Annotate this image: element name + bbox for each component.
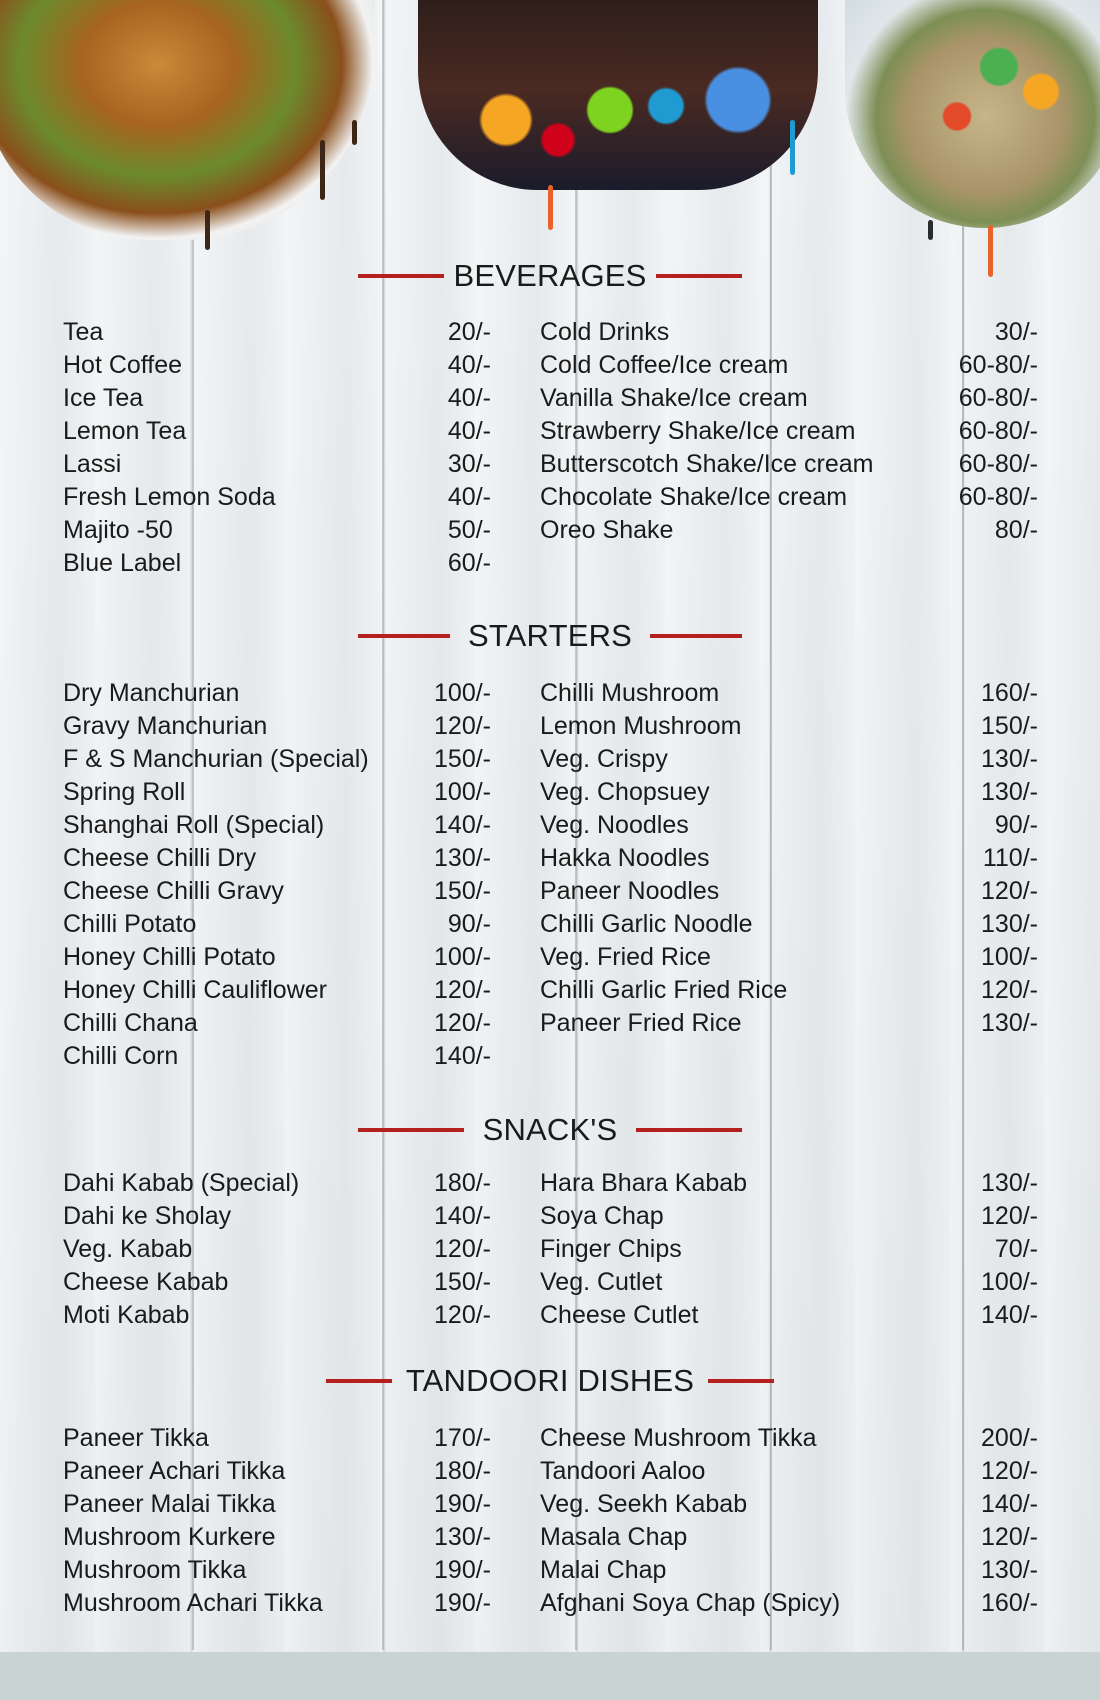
item-name: Mushroom Kurkere — [63, 1523, 276, 1551]
item-name: Cold Drinks — [540, 318, 670, 346]
item-name: Masala Chap — [540, 1523, 688, 1551]
item-price: 140/- — [434, 811, 491, 839]
menu-item — [63, 349, 491, 382]
item-name: Strawberry Shake/Ice cream — [540, 417, 856, 445]
chocolate-drip — [352, 120, 357, 145]
item-name: Mushroom Achari Tikka — [63, 1589, 323, 1617]
item-price: 60-80/- — [958, 384, 1038, 412]
menu-item — [540, 1233, 1038, 1266]
starters-right-list — [540, 677, 1038, 1040]
menu-item — [63, 1200, 491, 1233]
menu-item — [540, 1422, 1038, 1455]
menu-item — [540, 514, 1038, 547]
item-name: Blue Label — [63, 549, 182, 577]
menu-item — [540, 710, 1038, 743]
section-title: BEVERAGES — [453, 258, 647, 293]
menu-item — [540, 415, 1038, 448]
menu-item — [63, 1040, 491, 1073]
menu-item — [540, 974, 1038, 1007]
item-name: Dahi Kabab (Special) — [63, 1169, 300, 1197]
menu-item — [63, 1167, 491, 1200]
item-price: 140/- — [981, 1490, 1038, 1518]
item-price: 100/- — [434, 943, 491, 971]
item-price: 120/- — [981, 877, 1038, 905]
menu-item — [63, 1554, 491, 1587]
item-name: Spring Roll — [63, 778, 186, 806]
item-price: 120/- — [981, 1202, 1038, 1230]
beverages-left-list — [63, 316, 491, 580]
section-title: TANDOORI DISHES — [405, 1363, 695, 1398]
menu-item — [63, 743, 491, 776]
menu-item — [540, 382, 1038, 415]
item-price: 120/- — [434, 712, 491, 740]
item-price: 180/- — [434, 1169, 491, 1197]
item-name: Cheese Chilli Gravy — [63, 877, 284, 905]
item-price: 150/- — [434, 877, 491, 905]
menu-item — [63, 316, 491, 349]
menu-item — [540, 1266, 1038, 1299]
item-price: 30/- — [447, 450, 491, 478]
section-header-beverages — [0, 256, 1100, 296]
item-price: 40/- — [447, 384, 491, 412]
item-name: Hakka Noodles — [540, 844, 710, 872]
menu-item — [63, 547, 491, 580]
header-rule-right — [636, 1128, 742, 1132]
item-price: 90/- — [447, 910, 491, 938]
menu-item — [540, 776, 1038, 809]
header-rule-right — [656, 274, 742, 278]
menu-item — [540, 316, 1038, 349]
chocolate-drip — [928, 220, 933, 240]
menu-item — [540, 1587, 1038, 1620]
item-price: 130/- — [434, 1523, 491, 1551]
menu-item — [63, 809, 491, 842]
item-price: 40/- — [447, 351, 491, 379]
menu-item — [63, 710, 491, 743]
menu-item — [63, 941, 491, 974]
beverages-right-list — [540, 316, 1038, 547]
menu-item — [63, 1521, 491, 1554]
item-name: Afghani Soya Chap (Spicy) — [540, 1589, 841, 1617]
item-name: Fresh Lemon Soda — [63, 483, 276, 511]
item-name: Chilli Chana — [63, 1009, 198, 1037]
item-name: Ice Tea — [63, 384, 144, 412]
item-price: 200/- — [981, 1424, 1038, 1452]
item-name: Paneer Noodles — [540, 877, 720, 905]
tandoori-left-list — [63, 1422, 491, 1620]
menu-item — [63, 1007, 491, 1040]
item-name: Soya Chap — [540, 1202, 664, 1230]
item-name: Vanilla Shake/Ice cream — [540, 384, 808, 412]
item-name: Chilli Mushroom — [540, 679, 720, 707]
item-price: 110/- — [982, 844, 1038, 872]
item-price: 80/- — [994, 516, 1038, 544]
menu-item — [63, 1299, 491, 1332]
menu-item — [540, 677, 1038, 710]
item-name: Paneer Tikka — [63, 1424, 209, 1452]
snacks-right-list — [540, 1167, 1038, 1332]
item-price: 60-80/- — [958, 483, 1038, 511]
menu-item — [540, 908, 1038, 941]
menu-item — [540, 941, 1038, 974]
item-name: Veg. Chopsuey — [540, 778, 710, 806]
item-name: Shanghai Roll (Special) — [63, 811, 325, 839]
section-header-snacks — [0, 1110, 1100, 1150]
item-name: Malai Chap — [540, 1556, 667, 1584]
starters-left-list — [63, 677, 491, 1073]
item-name: Tandoori Aaloo — [540, 1457, 706, 1485]
menu-item — [540, 809, 1038, 842]
item-name: Dahi ke Sholay — [63, 1202, 232, 1230]
item-price: 130/- — [981, 1169, 1038, 1197]
chocolate-drip — [205, 210, 210, 250]
item-price: 120/- — [434, 1235, 491, 1263]
menu-item — [540, 1488, 1038, 1521]
item-price: 140/- — [981, 1301, 1038, 1329]
menu-item — [540, 481, 1038, 514]
item-price: 50/- — [447, 516, 491, 544]
item-price: 130/- — [981, 778, 1038, 806]
menu-item — [63, 677, 491, 710]
menu-item — [540, 1007, 1038, 1040]
menu-item — [63, 1266, 491, 1299]
item-name: Hara Bhara Kabab — [540, 1169, 748, 1197]
item-name: Veg. Cutlet — [540, 1268, 663, 1296]
item-name: Paneer Malai Tikka — [63, 1490, 276, 1518]
item-price: 20/- — [447, 318, 491, 346]
item-name: Butterscotch Shake/Ice cream — [540, 450, 874, 478]
item-name: Lemon Tea — [63, 417, 187, 445]
menu-item — [63, 514, 491, 547]
item-name: Veg. Fried Rice — [540, 943, 711, 971]
item-name: Dry Manchurian — [63, 679, 240, 707]
item-name: Majito -50 — [63, 516, 173, 544]
item-name: Paneer Achari Tikka — [63, 1457, 286, 1485]
item-price: 60/- — [447, 549, 491, 577]
section-title: SNACK'S — [482, 1112, 618, 1147]
menu-item — [63, 776, 491, 809]
item-price: 150/- — [981, 712, 1038, 740]
item-name: Chilli Potato — [63, 910, 197, 938]
item-name: Mushroom Tikka — [63, 1556, 247, 1584]
menu-item — [63, 382, 491, 415]
menu-item — [540, 842, 1038, 875]
item-price: 120/- — [434, 1301, 491, 1329]
item-price: 120/- — [434, 1009, 491, 1037]
item-price: 160/- — [981, 679, 1038, 707]
section-header-tandoori — [0, 1361, 1100, 1401]
header-rule-right — [650, 634, 742, 638]
item-price: 190/- — [434, 1556, 491, 1584]
menu-item — [63, 1488, 491, 1521]
section-header-starters — [0, 616, 1100, 656]
item-name: Moti Kabab — [63, 1301, 190, 1329]
item-price: 180/- — [434, 1457, 491, 1485]
item-name: Cheese Cutlet — [540, 1301, 699, 1329]
item-price: 120/- — [981, 1523, 1038, 1551]
item-price: 70/- — [994, 1235, 1038, 1263]
menu-item — [540, 875, 1038, 908]
item-name: Paneer Fried Rice — [540, 1009, 742, 1037]
chocolate-drip — [320, 140, 325, 200]
menu-item — [540, 448, 1038, 481]
item-price: 130/- — [981, 1556, 1038, 1584]
menu-item — [63, 481, 491, 514]
item-name: Oreo Shake — [540, 516, 674, 544]
item-price: 130/- — [981, 1009, 1038, 1037]
menu-item — [63, 1233, 491, 1266]
item-name: Hot Coffee — [63, 351, 183, 379]
item-price: 120/- — [981, 1457, 1038, 1485]
item-price: 140/- — [434, 1042, 491, 1070]
item-price: 60-80/- — [958, 450, 1038, 478]
item-name: Chocolate Shake/Ice cream — [540, 483, 848, 511]
menu-item — [63, 1422, 491, 1455]
item-price: 30/- — [994, 318, 1038, 346]
menu-item — [540, 1167, 1038, 1200]
menu-item — [540, 743, 1038, 776]
item-name: Honey Chilli Potato — [63, 943, 276, 971]
item-price: 100/- — [434, 679, 491, 707]
item-name: Cheese Mushroom Tikka — [540, 1424, 817, 1452]
item-price: 130/- — [981, 910, 1038, 938]
item-name: Chilli Garlic Fried Rice — [540, 976, 788, 1004]
menu-item — [540, 1455, 1038, 1488]
menu-item — [63, 415, 491, 448]
item-price: 160/- — [981, 1589, 1038, 1617]
menu-item — [63, 1587, 491, 1620]
item-price: 60-80/- — [958, 417, 1038, 445]
item-name: Veg. Noodles — [540, 811, 689, 839]
menu-item — [63, 448, 491, 481]
item-price: 120/- — [981, 976, 1038, 1004]
item-name: Finger Chips — [540, 1235, 682, 1263]
item-name: Chilli Garlic Noodle — [540, 910, 753, 938]
item-price: 190/- — [434, 1589, 491, 1617]
item-price: 170/- — [434, 1424, 491, 1452]
snacks-left-list — [63, 1167, 491, 1332]
item-name: Tea — [63, 318, 104, 346]
item-price: 100/- — [981, 943, 1038, 971]
menu-item — [540, 1299, 1038, 1332]
menu-item — [63, 1455, 491, 1488]
tandoori-right-list — [540, 1422, 1038, 1620]
menu-item — [63, 875, 491, 908]
item-name: Gravy Manchurian — [63, 712, 268, 740]
item-name: F & S Manchurian (Special) — [63, 745, 369, 773]
footer-band — [0, 1652, 1100, 1700]
item-price: 190/- — [434, 1490, 491, 1518]
menu-item — [540, 1554, 1038, 1587]
cocktails-photo — [418, 0, 818, 190]
menu-item — [540, 1521, 1038, 1554]
item-price: 100/- — [434, 778, 491, 806]
item-price: 40/- — [447, 483, 491, 511]
item-name: Lassi — [63, 450, 122, 478]
menu-item — [63, 974, 491, 1007]
item-price: 150/- — [434, 745, 491, 773]
item-price: 140/- — [434, 1202, 491, 1230]
item-price: 60-80/- — [958, 351, 1038, 379]
header-rule-right — [708, 1379, 774, 1383]
menu-item — [540, 1200, 1038, 1233]
item-name: Veg. Kabab — [63, 1235, 193, 1263]
section-title: STARTERS — [467, 618, 633, 653]
item-price: 120/- — [434, 976, 491, 1004]
noodles-photo — [845, 0, 1100, 228]
menu-item — [540, 349, 1038, 382]
item-price: 90/- — [994, 811, 1038, 839]
item-name: Lemon Mushroom — [540, 712, 742, 740]
item-price: 100/- — [981, 1268, 1038, 1296]
item-name: Cheese Chilli Dry — [63, 844, 257, 872]
color-drip — [790, 120, 795, 175]
item-name: Chilli Corn — [63, 1042, 179, 1070]
item-name: Cold Coffee/Ice cream — [540, 351, 789, 379]
color-drip — [548, 185, 553, 230]
item-name: Veg. Seekh Kabab — [540, 1490, 748, 1518]
menu-item — [63, 908, 491, 941]
item-price: 40/- — [447, 417, 491, 445]
item-price: 150/- — [434, 1268, 491, 1296]
fried-potato-photo — [0, 0, 375, 240]
item-price: 130/- — [981, 745, 1038, 773]
item-name: Honey Chilli Cauliflower — [63, 976, 327, 1004]
item-name: Cheese Kabab — [63, 1268, 229, 1296]
menu-item — [63, 842, 491, 875]
item-name: Veg. Crispy — [540, 745, 668, 773]
item-price: 130/- — [434, 844, 491, 872]
